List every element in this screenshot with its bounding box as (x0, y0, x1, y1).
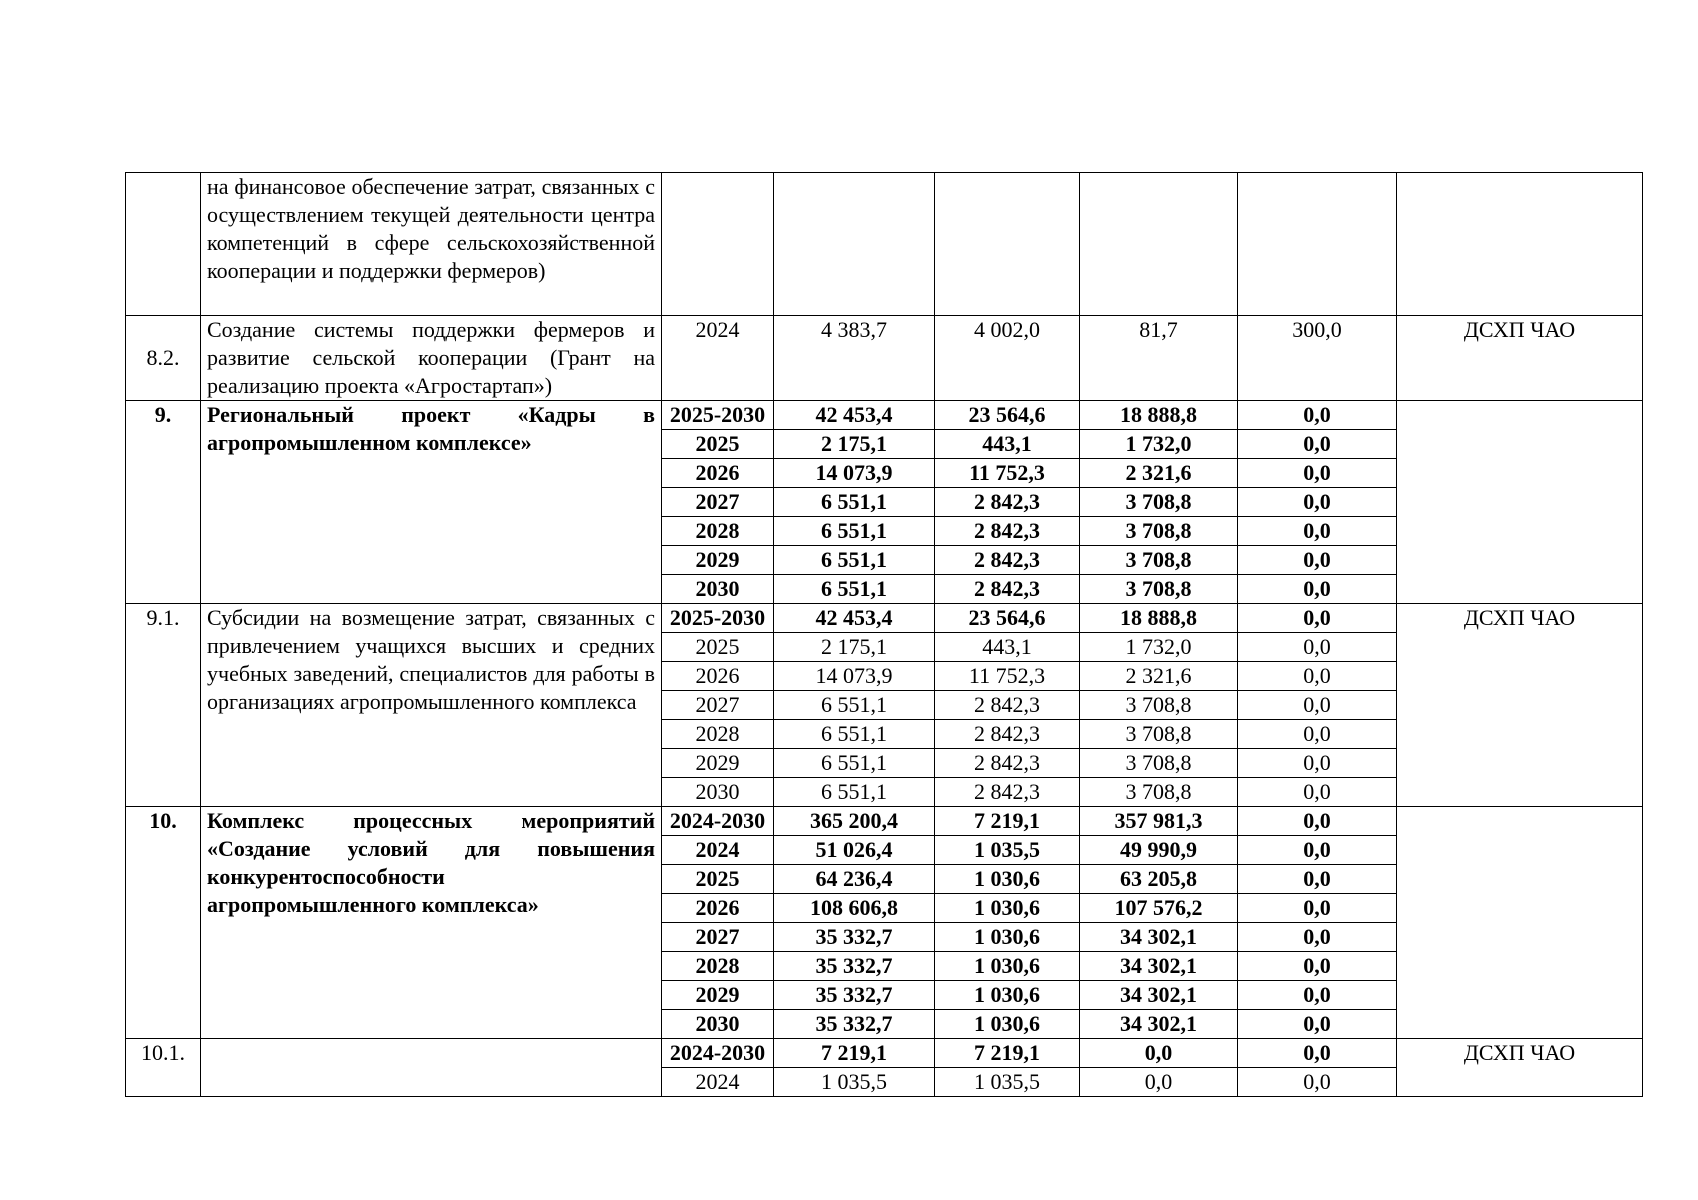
funding-source-3-cell: 357 981,3 (1080, 807, 1238, 836)
funding-source-2-cell: 443,1 (935, 633, 1080, 662)
period-cell: 2024-2030 (662, 1039, 774, 1068)
period-cell: 2026 (662, 894, 774, 923)
total-cell: 1 035,5 (774, 1068, 935, 1097)
total-cell: 6 551,1 (774, 691, 935, 720)
funding-source-4-cell: 0,0 (1238, 894, 1397, 923)
funding-source-2-cell: 4 002,0 (935, 316, 1080, 401)
funding-source-2-cell: 2 842,3 (935, 749, 1080, 778)
total-cell: 64 236,4 (774, 865, 935, 894)
funding-source-2-cell: 2 842,3 (935, 720, 1080, 749)
total-cell: 35 332,7 (774, 981, 935, 1010)
period-cell: 2025 (662, 633, 774, 662)
funding-source-3-cell: 3 708,8 (1080, 517, 1238, 546)
funding-source-2-cell: 23 564,6 (935, 401, 1080, 430)
table-row (126, 1039, 1643, 1068)
activity-description: Создание системы поддержки фермеров и развитие сельской кооперации (Грант на реализацию проекта «Агростартап») (201, 316, 662, 401)
total-cell: 365 200,4 (774, 807, 935, 836)
funding-source-3-cell: 3 708,8 (1080, 575, 1238, 604)
funding-source-4-cell: 0,0 (1238, 459, 1397, 488)
responsible-executor (1397, 807, 1643, 1039)
funding-source-2-cell: 7 219,1 (935, 807, 1080, 836)
funding-source-3-cell: 3 708,8 (1080, 749, 1238, 778)
activity-description: Региональный проект «Кадры в агропромышленном комплексе» (201, 401, 662, 604)
total-cell: 6 551,1 (774, 488, 935, 517)
total-cell: 51 026,4 (774, 836, 935, 865)
funding-source-3-cell: 34 302,1 (1080, 923, 1238, 952)
funding-source-3-cell: 18 888,8 (1080, 401, 1238, 430)
row-number: 9.1. (126, 604, 201, 807)
total-cell: 4 383,7 (774, 316, 935, 401)
period-cell: 2024 (662, 316, 774, 401)
funding-source-4-cell: 0,0 (1238, 720, 1397, 749)
funding-source-3-cell: 0,0 (1080, 1068, 1238, 1097)
funding-source-2-cell: 1 030,6 (935, 1010, 1080, 1039)
period-cell: 2028 (662, 952, 774, 981)
funding-source-3-cell: 0,0 (1080, 1039, 1238, 1068)
period-cell: 2025-2030 (662, 401, 774, 430)
total-cell: 35 332,7 (774, 1010, 935, 1039)
funding-source-3-cell: 34 302,1 (1080, 981, 1238, 1010)
period-cell: 2030 (662, 1010, 774, 1039)
total-cell (774, 173, 935, 316)
row-number: 9. (126, 401, 201, 604)
total-cell: 42 453,4 (774, 604, 935, 633)
period-cell: 2026 (662, 459, 774, 488)
funding-source-4-cell: 0,0 (1238, 778, 1397, 807)
funding-source-2-cell: 2 842,3 (935, 488, 1080, 517)
funding-source-2-cell: 1 030,6 (935, 894, 1080, 923)
period-cell: 2029 (662, 749, 774, 778)
funding-source-3-cell: 18 888,8 (1080, 604, 1238, 633)
period-cell: 2026 (662, 662, 774, 691)
total-cell: 6 551,1 (774, 517, 935, 546)
total-cell: 6 551,1 (774, 720, 935, 749)
table-row (126, 604, 1643, 633)
total-cell: 14 073,9 (774, 459, 935, 488)
total-cell: 2 175,1 (774, 633, 935, 662)
period-cell (662, 173, 774, 316)
funding-source-2-cell: 1 030,6 (935, 923, 1080, 952)
period-cell: 2024 (662, 1068, 774, 1097)
funding-source-2-cell: 11 752,3 (935, 459, 1080, 488)
funding-source-4-cell: 0,0 (1238, 836, 1397, 865)
responsible-executor: ДСХП ЧАО (1397, 316, 1643, 401)
total-cell: 6 551,1 (774, 778, 935, 807)
total-cell: 35 332,7 (774, 952, 935, 981)
funding-source-3-cell: 81,7 (1080, 316, 1238, 401)
funding-source-4-cell: 0,0 (1238, 749, 1397, 778)
funding-source-2-cell: 2 842,3 (935, 517, 1080, 546)
funding-source-4-cell: 0,0 (1238, 923, 1397, 952)
period-cell: 2030 (662, 778, 774, 807)
activity-description (201, 1039, 662, 1097)
funding-source-3-cell: 34 302,1 (1080, 952, 1238, 981)
total-cell: 6 551,1 (774, 575, 935, 604)
funding-source-4-cell: 0,0 (1238, 1068, 1397, 1097)
period-cell: 2029 (662, 981, 774, 1010)
funding-source-2-cell: 11 752,3 (935, 662, 1080, 691)
total-cell: 14 073,9 (774, 662, 935, 691)
funding-source-4-cell: 0,0 (1238, 575, 1397, 604)
funding-source-4-cell: 0,0 (1238, 546, 1397, 575)
funding-source-3-cell: 107 576,2 (1080, 894, 1238, 923)
row-number: 10.1. (126, 1039, 201, 1097)
period-cell: 2030 (662, 575, 774, 604)
table-row (126, 401, 1643, 430)
funding-source-2-cell: 1 035,5 (935, 1068, 1080, 1097)
funding-source-4-cell: 0,0 (1238, 662, 1397, 691)
period-cell: 2025 (662, 430, 774, 459)
responsible-executor (1397, 173, 1643, 316)
total-cell: 6 551,1 (774, 546, 935, 575)
funding-source-4-cell: 0,0 (1238, 604, 1397, 633)
total-cell: 108 606,8 (774, 894, 935, 923)
funding-source-4-cell: 0,0 (1238, 691, 1397, 720)
funding-source-3-cell: 2 321,6 (1080, 662, 1238, 691)
funding-source-2-cell: 2 842,3 (935, 546, 1080, 575)
responsible-executor: ДСХП ЧАО (1397, 604, 1643, 807)
funding-source-2-cell (935, 173, 1080, 316)
total-cell: 35 332,7 (774, 923, 935, 952)
funding-source-3-cell: 3 708,8 (1080, 691, 1238, 720)
responsible-executor (1397, 401, 1643, 604)
funding-source-2-cell: 1 030,6 (935, 981, 1080, 1010)
funding-source-3-cell (1080, 173, 1238, 316)
funding-source-4-cell: 0,0 (1238, 517, 1397, 546)
period-cell: 2029 (662, 546, 774, 575)
funding-source-3-cell: 63 205,8 (1080, 865, 1238, 894)
row-number: 8.2. (126, 316, 201, 401)
funding-source-3-cell: 3 708,8 (1080, 720, 1238, 749)
period-cell: 2028 (662, 720, 774, 749)
period-cell: 2025 (662, 865, 774, 894)
funding-source-4-cell: 0,0 (1238, 807, 1397, 836)
row-number: 10. (126, 807, 201, 1039)
funding-source-2-cell: 2 842,3 (935, 691, 1080, 720)
funding-source-3-cell: 3 708,8 (1080, 546, 1238, 575)
total-cell: 42 453,4 (774, 401, 935, 430)
period-cell: 2028 (662, 517, 774, 546)
funding-source-4-cell: 0,0 (1238, 430, 1397, 459)
budget-table (125, 172, 1643, 1097)
funding-source-3-cell: 49 990,9 (1080, 836, 1238, 865)
total-cell: 7 219,1 (774, 1039, 935, 1068)
funding-source-3-cell: 2 321,6 (1080, 459, 1238, 488)
period-cell: 2024 (662, 836, 774, 865)
funding-source-3-cell: 34 302,1 (1080, 1010, 1238, 1039)
period-cell: 2027 (662, 691, 774, 720)
funding-source-4-cell: 0,0 (1238, 1010, 1397, 1039)
funding-source-4-cell: 0,0 (1238, 488, 1397, 517)
total-cell: 2 175,1 (774, 430, 935, 459)
total-cell: 6 551,1 (774, 749, 935, 778)
activity-description: Субсидии на возмещение затрат, связанных с привлечением учащихся высших и средних учебных заведений, специалистов для работы в организациях агропромышленного комплекса (201, 604, 662, 807)
funding-source-3-cell: 3 708,8 (1080, 488, 1238, 517)
funding-source-4-cell (1238, 173, 1397, 316)
period-cell: 2027 (662, 488, 774, 517)
period-cell: 2024-2030 (662, 807, 774, 836)
funding-source-4-cell: 0,0 (1238, 1039, 1397, 1068)
funding-source-3-cell: 1 732,0 (1080, 633, 1238, 662)
funding-source-2-cell: 23 564,6 (935, 604, 1080, 633)
table-row (126, 173, 1643, 316)
table-body (126, 173, 1643, 1097)
funding-source-2-cell: 7 219,1 (935, 1039, 1080, 1068)
funding-source-4-cell: 0,0 (1238, 633, 1397, 662)
row-number (126, 173, 201, 316)
activity-description: Комплекс процессных мероприятий «Создание условий для повышения конкурентоспособности агропромышленного комплекса» (201, 807, 662, 1039)
funding-source-4-cell: 0,0 (1238, 952, 1397, 981)
table-row (126, 807, 1643, 836)
funding-source-4-cell: 0,0 (1238, 401, 1397, 430)
period-cell: 2027 (662, 923, 774, 952)
funding-source-2-cell: 1 030,6 (935, 865, 1080, 894)
activity-description: на финансовое обеспечение затрат, связанных с осуществлением текущей деятельности центра компетенций в сфере сельскохозяйственной кооперации и поддержки фермеров) (201, 173, 662, 316)
responsible-executor: ДСХП ЧАО (1397, 1039, 1643, 1097)
funding-source-2-cell: 1 030,6 (935, 952, 1080, 981)
funding-source-4-cell: 0,0 (1238, 865, 1397, 894)
funding-source-2-cell: 2 842,3 (935, 778, 1080, 807)
funding-source-2-cell: 443,1 (935, 430, 1080, 459)
period-cell: 2025-2030 (662, 604, 774, 633)
table-row (126, 316, 1643, 401)
funding-source-4-cell: 0,0 (1238, 981, 1397, 1010)
funding-source-3-cell: 1 732,0 (1080, 430, 1238, 459)
funding-source-2-cell: 2 842,3 (935, 575, 1080, 604)
funding-source-2-cell: 1 035,5 (935, 836, 1080, 865)
funding-source-3-cell: 3 708,8 (1080, 778, 1238, 807)
funding-source-4-cell: 300,0 (1238, 316, 1397, 401)
